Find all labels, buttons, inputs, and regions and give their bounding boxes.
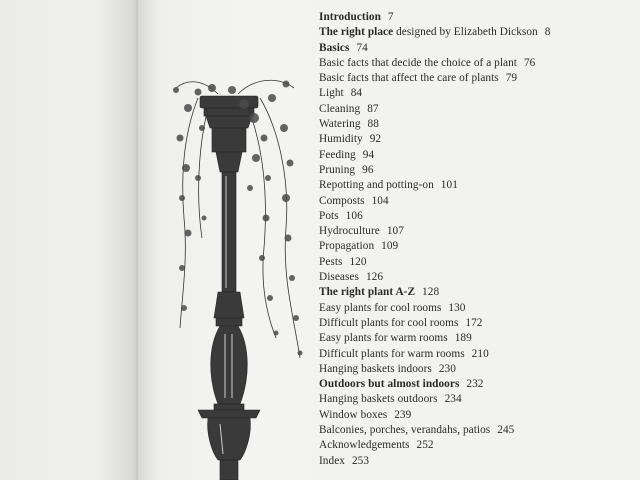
toc-entry <box>319 347 634 362</box>
toc-entry-page-number: 234 <box>444 393 462 406</box>
table-of-contents <box>319 10 634 469</box>
ivy-pedestal-illustration <box>168 68 318 480</box>
toc-entry <box>319 255 634 270</box>
toc-entry-page-number: 8 <box>544 26 551 39</box>
toc-entry-title: Difficult plants for cool rooms <box>319 316 459 329</box>
toc-entry <box>319 285 634 300</box>
toc-entry <box>319 117 634 132</box>
toc-entry-title: Balconies, porches, verandahs, patios <box>319 424 491 437</box>
toc-entry <box>319 362 634 377</box>
toc-entry <box>319 316 634 331</box>
toc-entry-title: The right place <box>319 26 394 39</box>
toc-entry <box>319 224 634 239</box>
toc-entry-page-number: 210 <box>471 347 489 360</box>
toc-entry-page-number: 120 <box>349 255 367 268</box>
toc-entry-page-number: 230 <box>438 362 456 375</box>
toc-entry-page-number: 7 <box>387 11 394 23</box>
toc-entry-title: Composts <box>319 194 365 207</box>
toc-entry <box>319 423 634 438</box>
toc-entry <box>319 178 634 193</box>
toc-entry <box>319 377 634 392</box>
toc-entry-page-number: 245 <box>497 424 515 437</box>
toc-entry <box>319 10 634 25</box>
toc-entry-page-number: 79 <box>505 72 518 85</box>
toc-entry <box>319 331 634 346</box>
toc-entry-page-number: 92 <box>369 133 382 146</box>
toc-entry <box>319 71 634 86</box>
toc-entry-page-number: 109 <box>381 240 399 253</box>
toc-entry-title: Introduction <box>319 11 381 23</box>
left-page <box>0 0 138 480</box>
toc-entry-page-number: 252 <box>416 439 434 452</box>
toc-entry-title: Basic facts that decide the choice of a plant <box>319 56 517 69</box>
toc-entry-title: Easy plants for warm rooms <box>319 332 448 345</box>
pedestal <box>198 96 260 480</box>
toc-entry <box>319 194 634 209</box>
toc-entry <box>319 408 634 423</box>
toc-entry-page-number: 94 <box>362 148 375 161</box>
toc-entry-page-number: 101 <box>440 179 458 192</box>
toc-entry-page-number: 107 <box>386 225 404 238</box>
toc-entry-title: Pruning <box>319 163 356 176</box>
toc-entry-title: Basic facts that affect the care of plants <box>319 72 499 85</box>
toc-entry-page-number: 104 <box>371 194 389 207</box>
toc-entry-title: Pots <box>319 209 339 222</box>
toc-entry-title: Repotting and potting-on <box>319 179 434 192</box>
toc-entry-page-number: 128 <box>422 286 440 299</box>
toc-entry-title: Difficult plants for warm rooms <box>319 347 465 360</box>
toc-entry-page-number: 172 <box>465 316 483 329</box>
toc-entry-page-number: 253 <box>351 454 370 467</box>
toc-entry <box>319 132 634 147</box>
toc-entry-title: Hanging baskets outdoors <box>319 393 438 406</box>
toc-entry-title: Index <box>319 454 345 467</box>
toc-entry-title: Light <box>319 87 344 100</box>
toc-entry <box>319 454 634 469</box>
toc-entry-title: Diseases <box>319 271 359 284</box>
toc-entry-title: Humidity <box>319 133 363 146</box>
toc-entry-title: Pests <box>319 255 343 268</box>
toc-entry-title: Acknowledgements <box>319 439 410 452</box>
toc-entry-page-number: 106 <box>345 209 363 222</box>
toc-entry-page-number: 96 <box>362 163 374 176</box>
toc-entry <box>319 25 634 40</box>
toc-entry-title: Basics <box>319 41 350 54</box>
toc-entry <box>319 392 634 407</box>
toc-entry-page-number: 84 <box>350 87 363 100</box>
toc-entry <box>319 301 634 316</box>
toc-entry <box>319 102 634 117</box>
toc-entry-title: Feeding <box>319 148 356 161</box>
toc-entry-page-number: 74 <box>356 41 368 54</box>
toc-entry <box>319 56 634 71</box>
toc-entry-title: Hydroculture <box>319 225 380 238</box>
toc-entry-page-number: 76 <box>523 56 536 69</box>
toc-entry <box>319 148 634 163</box>
toc-entry-title: Window boxes <box>319 408 388 421</box>
toc-entry <box>319 163 634 178</box>
toc-entry-title: Watering <box>319 118 361 131</box>
toc-entry <box>319 438 634 453</box>
toc-entry-page-number: 232 <box>466 378 484 391</box>
toc-entry-page-number: 126 <box>365 271 384 284</box>
toc-entry-page-number: 239 <box>394 408 412 421</box>
toc-entry-title: Hanging baskets indoors <box>319 362 432 375</box>
toc-entry-page-number: 189 <box>454 332 472 345</box>
toc-entry-title: Propagation <box>319 240 375 253</box>
toc-entry-page-number: 130 <box>448 301 466 314</box>
toc-entry <box>319 270 634 285</box>
toc-entry <box>319 209 634 224</box>
toc-entry <box>319 41 634 56</box>
toc-entry-page-number: 88 <box>367 118 379 131</box>
toc-entry-title: The right plant A-Z <box>319 286 416 299</box>
toc-entry-title: Easy plants for cool rooms <box>319 301 442 314</box>
toc-entry-note: designed by Elizabeth Dickson <box>396 26 538 39</box>
toc-entry-title: Cleaning <box>319 102 361 115</box>
toc-entry <box>319 86 634 101</box>
toc-entry-title: Outdoors but almost indoors <box>319 378 460 391</box>
toc-entry <box>319 239 634 254</box>
toc-entry-page-number: 87 <box>367 102 379 115</box>
